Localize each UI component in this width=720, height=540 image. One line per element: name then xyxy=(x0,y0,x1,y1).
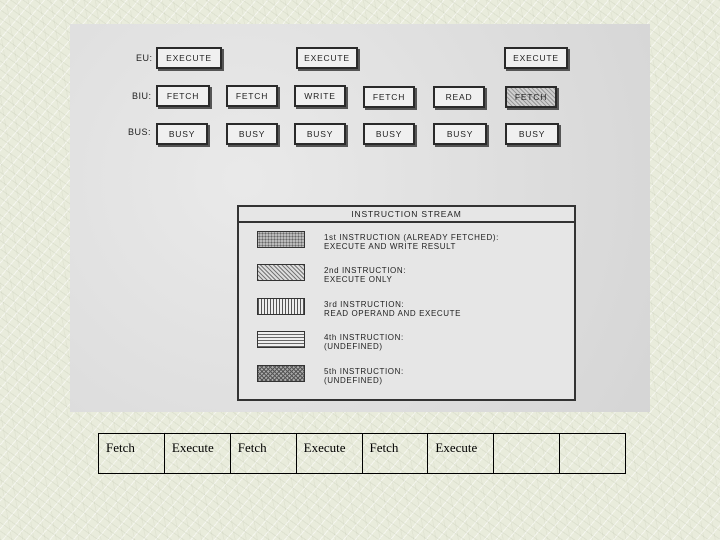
legend-item-4: 4th INSTRUCTION: (UNDEFINED) xyxy=(324,333,404,351)
instruction-stream-legend xyxy=(237,205,576,401)
biu-fetch-box: FETCH xyxy=(363,86,415,108)
legend-swatch-4 xyxy=(257,331,305,348)
eu-execute-box: EXECUTE xyxy=(156,47,222,69)
biu-fetch-box: FETCH xyxy=(226,85,278,107)
legend-item-2: 2nd INSTRUCTION: EXECUTE ONLY xyxy=(324,266,407,284)
bus-busy-box: BUSY xyxy=(156,123,208,145)
timeline-cell xyxy=(560,434,625,473)
bus-busy-box: BUSY xyxy=(505,123,559,145)
legend-swatch-2 xyxy=(257,264,305,281)
fetch-execute-timeline xyxy=(98,433,626,474)
timeline-cell: Fetch xyxy=(99,434,165,473)
legend-item-1: 1st INSTRUCTION (ALREADY FETCHED): EXECUTE AND WRITE RESULT xyxy=(324,233,499,251)
legend-title: INSTRUCTION STREAM xyxy=(239,207,574,223)
legend-item-5: 5th INSTRUCTION: (UNDEFINED) xyxy=(324,367,404,385)
bus-busy-box: BUSY xyxy=(433,123,487,145)
bus-busy-box: BUSY xyxy=(363,123,415,145)
pipeline-diagram xyxy=(70,24,650,412)
timeline-cell: Fetch xyxy=(231,434,297,473)
biu-row-label: BIU: xyxy=(132,91,152,101)
eu-execute-box: EXECUTE xyxy=(504,47,568,69)
timeline-cell: Execute xyxy=(297,434,363,473)
legend-item-3: 3rd INSTRUCTION: READ OPERAND AND EXECUTE xyxy=(324,300,462,318)
timeline-cell xyxy=(494,434,560,473)
eu-execute-box: EXECUTE xyxy=(296,47,358,69)
legend-swatch-1 xyxy=(257,231,305,248)
legend-swatch-5 xyxy=(257,365,305,382)
eu-row-label: EU: xyxy=(136,53,153,63)
bus-busy-box: BUSY xyxy=(226,123,278,145)
timeline-cell: Execute xyxy=(165,434,231,473)
biu-read-box: READ xyxy=(433,86,485,108)
bus-busy-box: BUSY xyxy=(294,123,346,145)
biu-fetch-box: FETCH xyxy=(156,85,210,107)
bus-row-label: BUS: xyxy=(128,127,152,137)
timeline-cell: Execute xyxy=(428,434,494,473)
biu-write-box: WRITE xyxy=(294,85,346,107)
timeline-cell: Fetch xyxy=(363,434,429,473)
biu-fetch-box: FETCH xyxy=(505,86,557,108)
legend-swatch-3 xyxy=(257,298,305,315)
